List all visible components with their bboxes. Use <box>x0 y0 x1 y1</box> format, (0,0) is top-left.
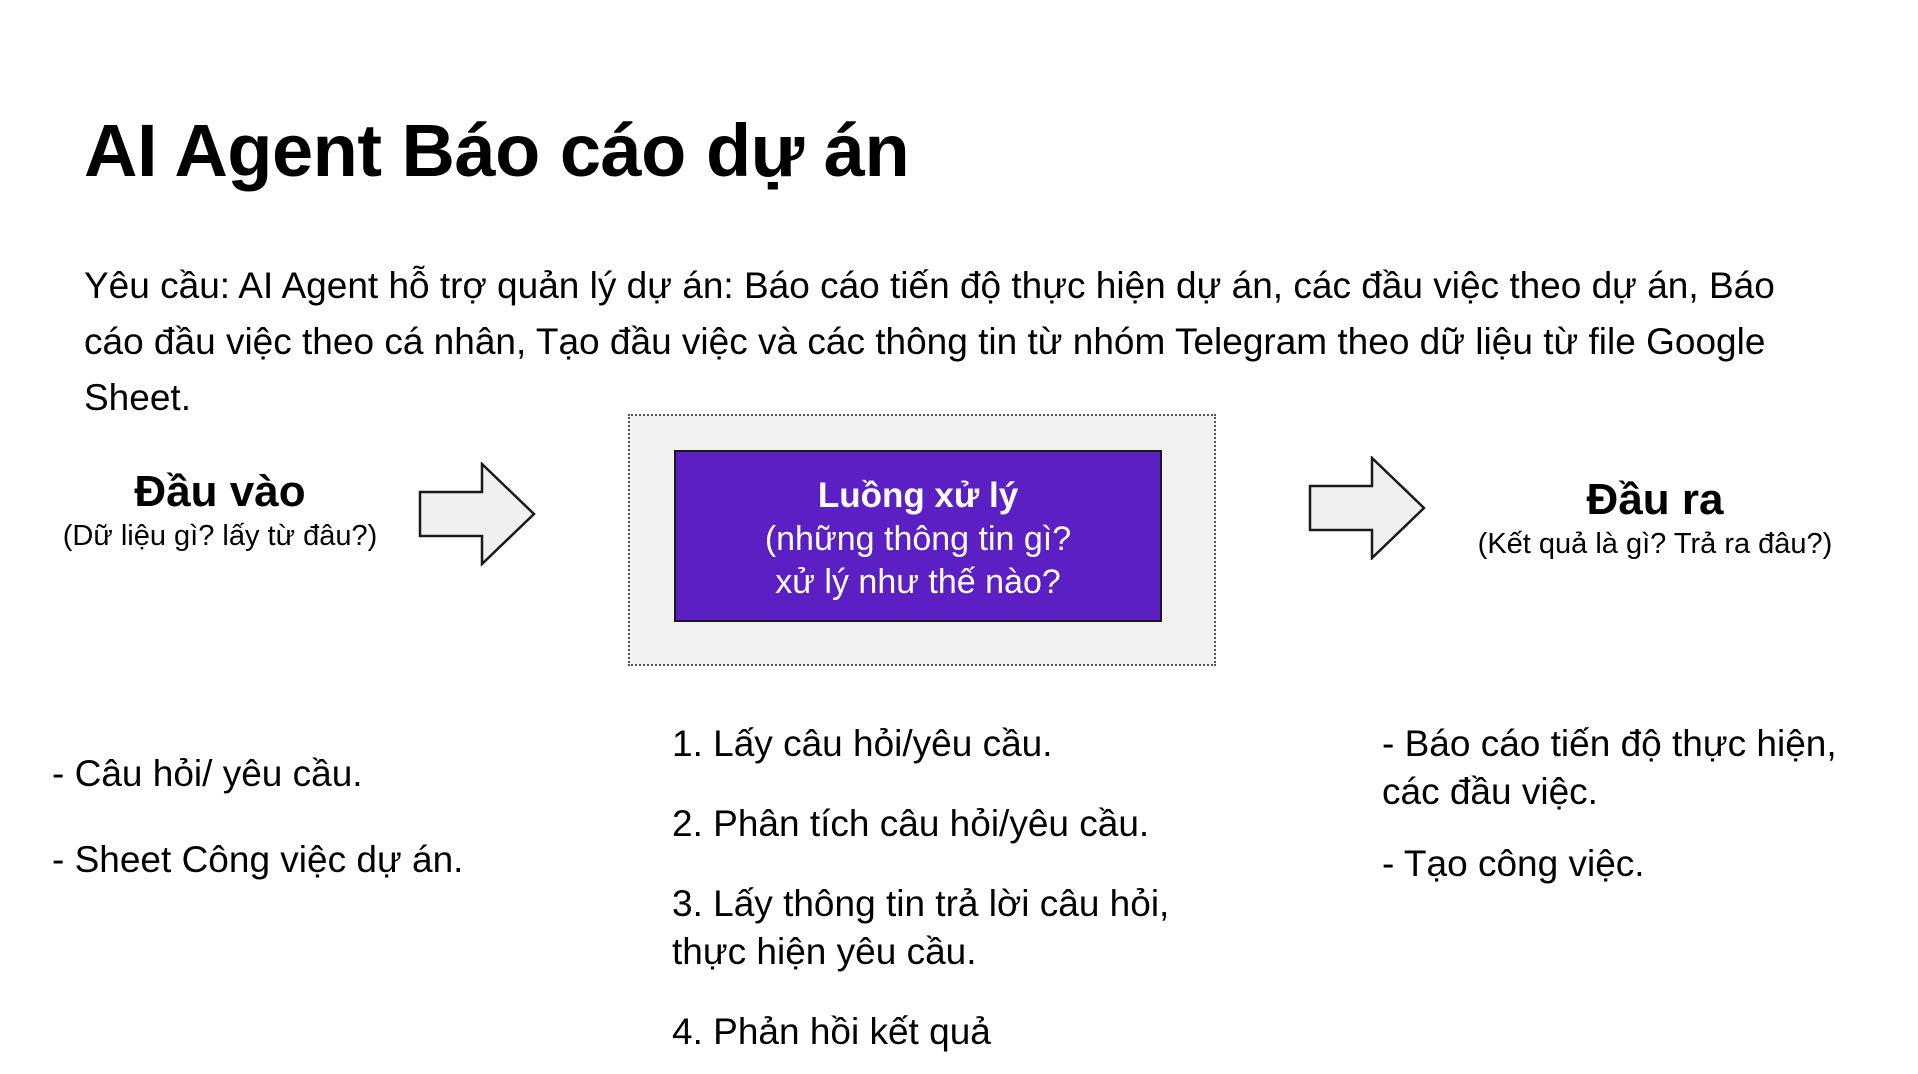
input-heading: Đầu vào <box>134 467 306 516</box>
output-heading: Đầu ra <box>1586 475 1724 524</box>
process-box <box>674 450 1162 622</box>
input-list <box>52 750 552 884</box>
input-subheading: (Dữ liệu gì? lấy từ đâu?) <box>62 520 378 552</box>
process-steps <box>672 720 1232 1056</box>
right-arrow-icon <box>418 462 536 566</box>
list-item: 3. Lấy thông tin trả lời câu hỏi, thực hiện yêu cầu. <box>672 883 1170 972</box>
output-subheading: (Kết quả là gì? Trả ra đâu?) <box>1477 528 1833 560</box>
output-list <box>1382 720 1902 888</box>
page-title: AI Agent Báo cáo dự án <box>84 109 910 192</box>
list-item: 2. Phân tích câu hỏi/yêu cầu. <box>672 803 1150 844</box>
process-question-1: (những thông tin gì? <box>764 520 1072 558</box>
requirement-text: Yêu cầu: AI Agent hỗ trợ quản lý dự án: Báo cáo tiến độ thực hiện dự án, các đầu việc theo dự án, Báo cáo đầu việc theo cá nhân, Tạo đầu việc và các thông tin từ nhóm Telegram theo dữ liệu từ file Google Sheet. <box>84 265 1775 418</box>
list-item: - Tạo công việc. <box>1382 843 1645 884</box>
list-item: 1. Lấy câu hỏi/yêu cầu. <box>672 723 1053 764</box>
list-item: - Câu hỏi/ yêu cầu. <box>52 753 363 794</box>
list-item: 4. Phản hồi kết quả <box>672 1011 991 1052</box>
list-item: - Sheet Công việc dự án. <box>52 839 464 880</box>
right-arrow-icon <box>1308 456 1426 560</box>
input-header <box>30 466 410 554</box>
output-header <box>1455 474 1855 562</box>
process-heading: Luồng xử lý <box>817 476 1019 515</box>
list-item: - Báo cáo tiến độ thực hiện, các đầu việc. <box>1382 723 1837 812</box>
process-question-2: xử lý như thế nào? <box>775 563 1061 601</box>
